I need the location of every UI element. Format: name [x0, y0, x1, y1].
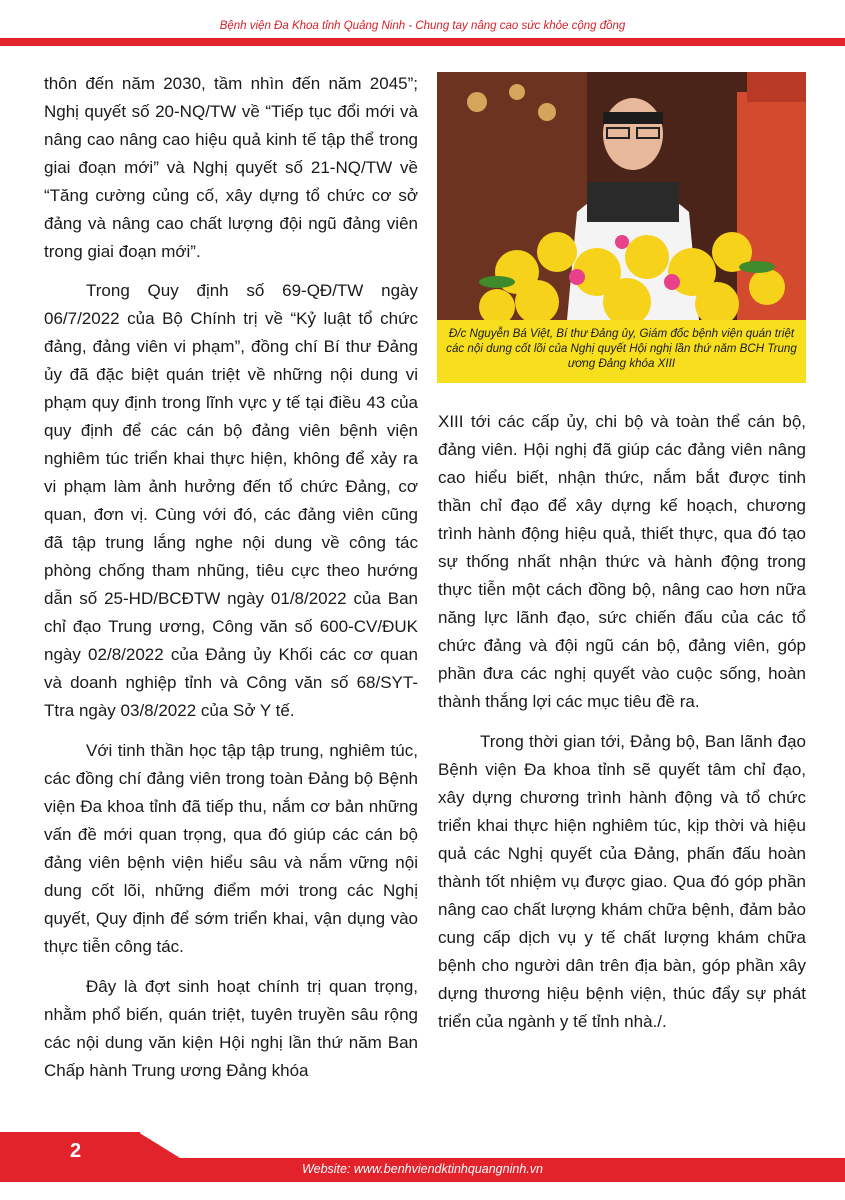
left-paragraph-1: thôn đến năm 2030, tầm nhìn đến năm 2045”; Nghị quyết số 20-NQ/TW về “Tiếp tục đổi mới và nâng cao nâng cao hiệu quả kinh tế tập thể trong giai đoạn mới” và Nghị quyết số 21-NQ/TW về “Tăng cường củng cố, xây dựng tổ chức cơ sở đảng và nâng cao chất lượng đội ngũ đảng viên trong giai đoạn mới”.: [44, 74, 418, 261]
footer-website: Website: www.benhviendktinhquangninh.vn: [302, 1162, 543, 1176]
header-bar: [0, 38, 845, 46]
right-column: [438, 408, 806, 1036]
left-paragraph-2: Trong Quy định số 69-QĐ/TW ngày 06/7/2022 của Bộ Chính trị về “Kỷ luật tổ chức đảng, đảng viên vi phạm”, đồng chí Bí thư Đảng ủy đã đặc biệt quán triệt về những nội dung vi phạm quy định trong lĩnh vực y tế tại điều 43 của quy định để các cán bộ đảng viên bệnh viện nghiêm túc triển khai thực hiện, không để xảy ra vi phạm làm ảnh hưởng đến tổ chức Đảng, cơ quan, đơn vị. Cùng với đó, các đảng viên cũng đã tập trung lắng nghe nội dung về công tác phòng chống tham nhũng, tiêu cực theo hướng dẫn số 25-HD/BCĐTW ngày 01/8/2022 của Ban chỉ đạo Trung ương, Công văn số 600-CV/ĐUK ngày 02/8/2022 của Đảng ủy Khối các cơ quan và doanh nghiệp tỉnh và Công văn số 68/SYT-Ttra ngày 03/8/2022 của Sở Y tế.: [44, 281, 418, 720]
left-paragraph-3: Với tinh thần học tập tập trung, nghiêm túc, các đồng chí đảng viên trong toàn Đảng bộ Bệnh viện Đa khoa tỉnh đã tiếp thu, nắm cơ bản những vấn đề mới quan trọng, qua đó giúp các cán bộ đảng viên bệnh viện hiểu sâu và nắm vững nội dung cốt lõi, những điểm mới trong các Nghị quyết, Quy định để sớm triển khai, vận dụng vào thực tiễn công tác.: [44, 741, 418, 956]
left-column: [44, 70, 418, 1085]
left-paragraph-4: Đây là đợt sinh hoạt chính trị quan trọng, nhằm phổ biến, quán triệt, tuyên truyền sâu rộng các nội dung văn kiện Hội nghị lần thứ năm Ban Chấp hành Trung ương Đảng khóa: [44, 977, 418, 1080]
photo-caption: Đ/c Nguyễn Bá Việt, Bí thư Đảng ủy, Giám đốc bệnh viện quán triệt các nội dung cốt lõi của Nghị quyết Hội nghị lần thứ năm BCH Trung ương Đảng khóa XIII: [437, 320, 806, 383]
header-title: Bệnh viện Đa Khoa tỉnh Quảng Ninh - Chung tay nâng cao sức khỏe cộng đồng: [219, 20, 626, 32]
speaker-photo-illustration: [437, 72, 806, 320]
speaker-photo: [437, 72, 806, 320]
photo-figure: [437, 72, 806, 383]
page-number: 2: [70, 1140, 82, 1162]
right-paragraph-1: XIII tới các cấp ủy, chi bộ và toàn thể cán bộ, đảng viên. Hội nghị đã giúp các đảng viên nâng cao hiểu biết, nhận thức, nắm bắt được tinh thần chỉ đạo để xây dựng kế hoạch, chương trình hành động hiệu quả, thiết thực, qua đó tạo sự thống nhất nhận thức và hành động trong thực tiễn một cách đồng bộ, nâng cao hơn nữa năng lực lãnh đạo, sức chiến đấu của các tổ chức đảng và đội ngũ cán bộ, đảng viên, góp phần đưa các nghị quyết vào cuộc sống, hoàn thành thắng lợi các mục tiêu đề ra.: [438, 412, 806, 711]
footer-tab-slope: [120, 1132, 180, 1158]
right-paragraph-2: Trong thời gian tới, Đảng bộ, Ban lãnh đạo Bệnh viện Đa khoa tỉnh sẽ quyết tâm chỉ đạo, xây dựng chương trình hành động và tổ chức triển khai thực hiện nghiêm túc, kịp thời và hiệu quả các Nghị quyết của Đảng, phấn đấu hoàn thành tốt nhiệm vụ được giao. Qua đó góp phần nâng cao chất lượng khám chữa bệnh, đảm bảo cung cấp dịch vụ y tế chất lượng khám chữa bệnh cho người dân trên địa bàn, góp phần xây dựng thương hiệu bệnh viện, thúc đẩy sự phát triển của ngành y tế tỉnh nhà./.: [438, 732, 806, 1031]
